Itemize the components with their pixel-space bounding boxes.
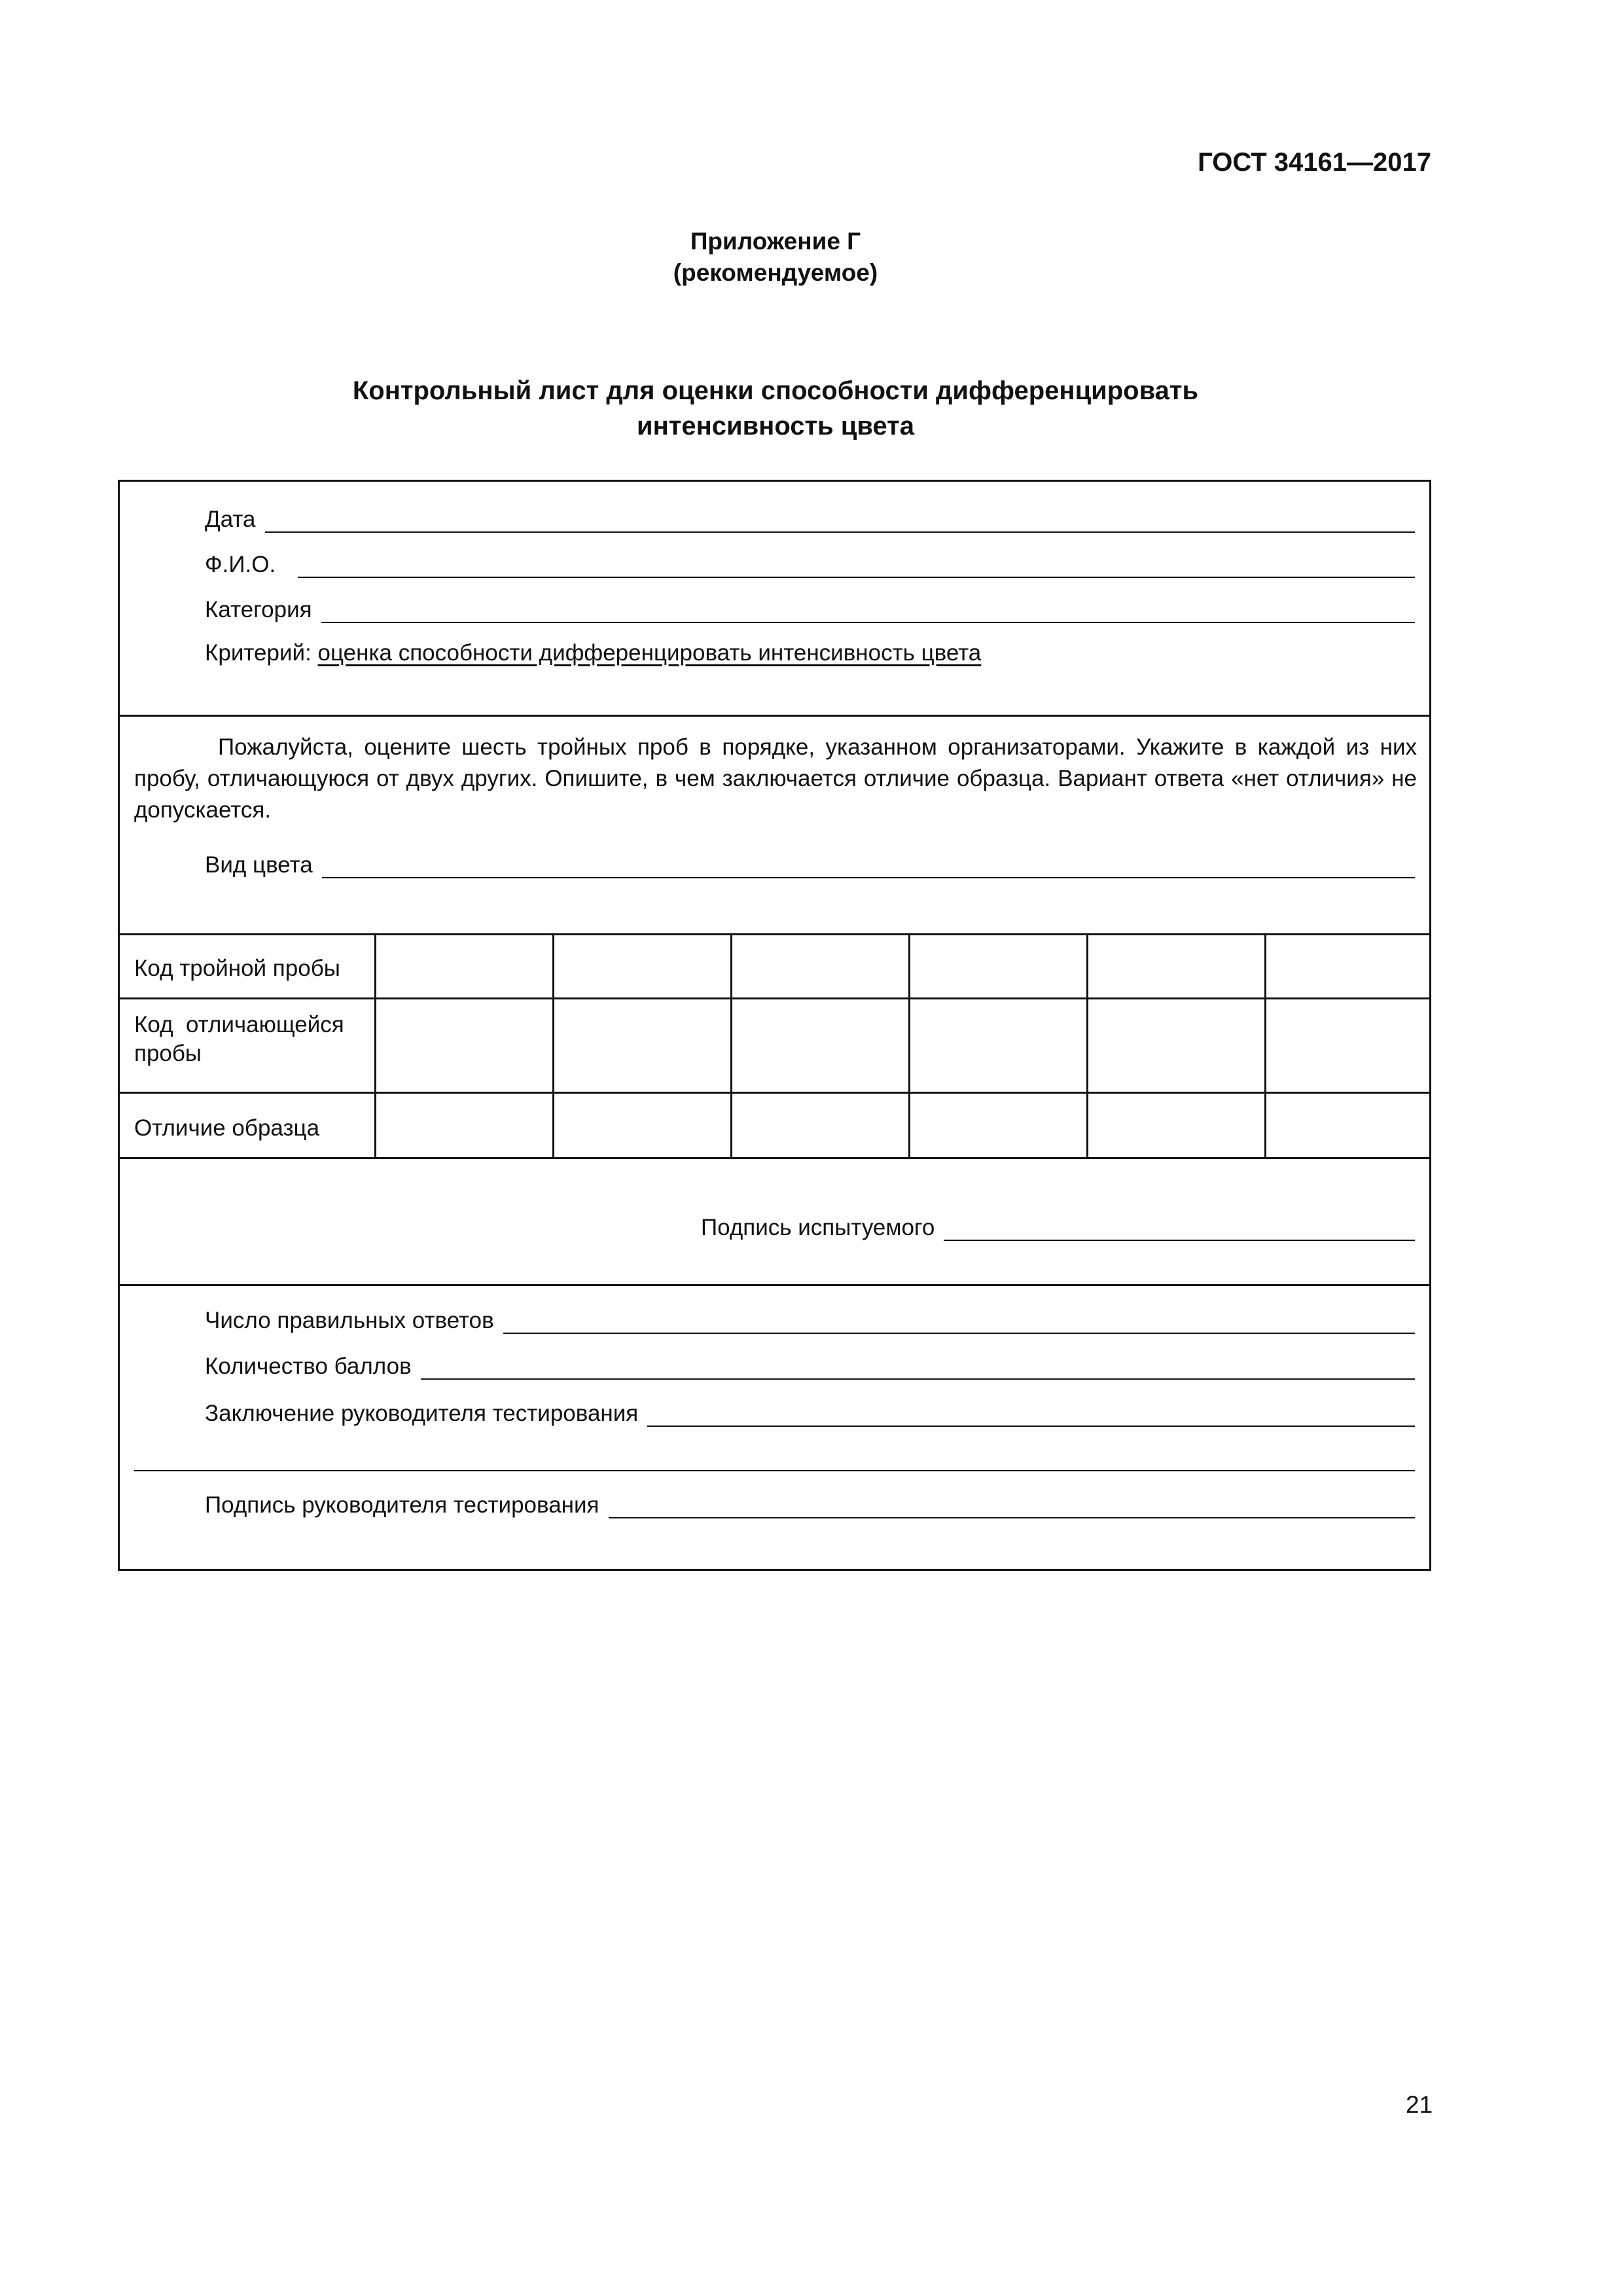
- table-col-divider: [374, 933, 376, 1159]
- correct-answers-label: Число правильных ответов: [205, 1308, 494, 1333]
- section-divider-4: [120, 1284, 1429, 1286]
- section-divider-3: [120, 1157, 1429, 1159]
- conclusion-continuation-line[interactable]: [134, 1470, 1415, 1471]
- criterion-label: Критерий:: [205, 640, 312, 666]
- subject-signature-label: Подпись испытуемого: [701, 1215, 935, 1240]
- section-divider-1: [120, 715, 1429, 717]
- conclusion-field[interactable]: [205, 1401, 1415, 1427]
- name-field[interactable]: [205, 552, 1415, 578]
- subject-signature-line[interactable]: [944, 1216, 1415, 1241]
- appendix-heading: [0, 226, 1551, 289]
- document-title-line-2: интенсивность цвета: [637, 412, 914, 440]
- appendix-title: Приложение Г: [690, 228, 861, 255]
- conclusion-label: Заключение руководителя тестирования: [205, 1401, 639, 1426]
- checklist-form: [118, 480, 1431, 1571]
- table-col-divider: [1264, 933, 1266, 1159]
- table-row-divider: [120, 1092, 1429, 1094]
- score-line[interactable]: [421, 1355, 1415, 1380]
- document-title-line-1: Контрольный лист для оценки способности дифференцировать: [352, 376, 1199, 405]
- table-col-divider: [1086, 933, 1088, 1159]
- table-col-divider: [730, 933, 732, 1159]
- correct-answers-field[interactable]: [205, 1308, 1415, 1334]
- date-label: Дата: [205, 507, 256, 532]
- name-input-line[interactable]: [298, 553, 1415, 578]
- supervisor-signature-line[interactable]: [609, 1494, 1415, 1518]
- name-label: Ф.И.О.: [205, 552, 276, 577]
- instruction-text: Пожалуйста, оцените шесть тройных проб в порядке, указанном организаторами. Укажите в каждой из них пробу, отличающуюся от двух других. Опишите, в чем заключается отличие образца. Вариант ответа «нет отличия» не допускается.: [134, 734, 1417, 823]
- table-row-label: Код отличающейся пробы: [134, 1012, 351, 1066]
- category-field[interactable]: [205, 597, 1415, 623]
- date-field[interactable]: [205, 507, 1415, 533]
- appendix-subtitle: (рекомендуемое): [673, 259, 878, 286]
- document-title: [0, 373, 1551, 444]
- color-type-input-line[interactable]: [322, 853, 1415, 878]
- score-label: Количество баллов: [205, 1354, 412, 1379]
- page-number: 21: [1406, 2091, 1433, 2118]
- criterion-value: оценка способности дифференцировать интенсивность цвета: [317, 640, 982, 666]
- table-row-divider: [120, 997, 1429, 999]
- category-input-line[interactable]: [321, 598, 1415, 623]
- score-field[interactable]: [205, 1354, 1415, 1380]
- date-input-line[interactable]: [265, 508, 1415, 533]
- table-col-divider: [908, 933, 910, 1159]
- table-row-label: Отличие образца: [134, 1115, 320, 1141]
- supervisor-signature-label: Подпись руководителя тестирования: [205, 1492, 599, 1518]
- section-divider-2: [120, 933, 1429, 935]
- category-label: Категория: [205, 597, 312, 622]
- table-col-divider: [552, 933, 554, 1159]
- color-type-field[interactable]: [205, 852, 1415, 878]
- criterion-row: [205, 640, 981, 666]
- standard-code: ГОСТ 34161—2017: [1198, 148, 1431, 177]
- color-type-label: Вид цвета: [205, 852, 313, 878]
- conclusion-line[interactable]: [647, 1402, 1415, 1427]
- table-row-label: Код тройной пробы: [134, 956, 340, 981]
- subject-signature-field[interactable]: [701, 1215, 1415, 1241]
- correct-answers-line[interactable]: [503, 1309, 1415, 1334]
- supervisor-signature-field[interactable]: [205, 1492, 1415, 1518]
